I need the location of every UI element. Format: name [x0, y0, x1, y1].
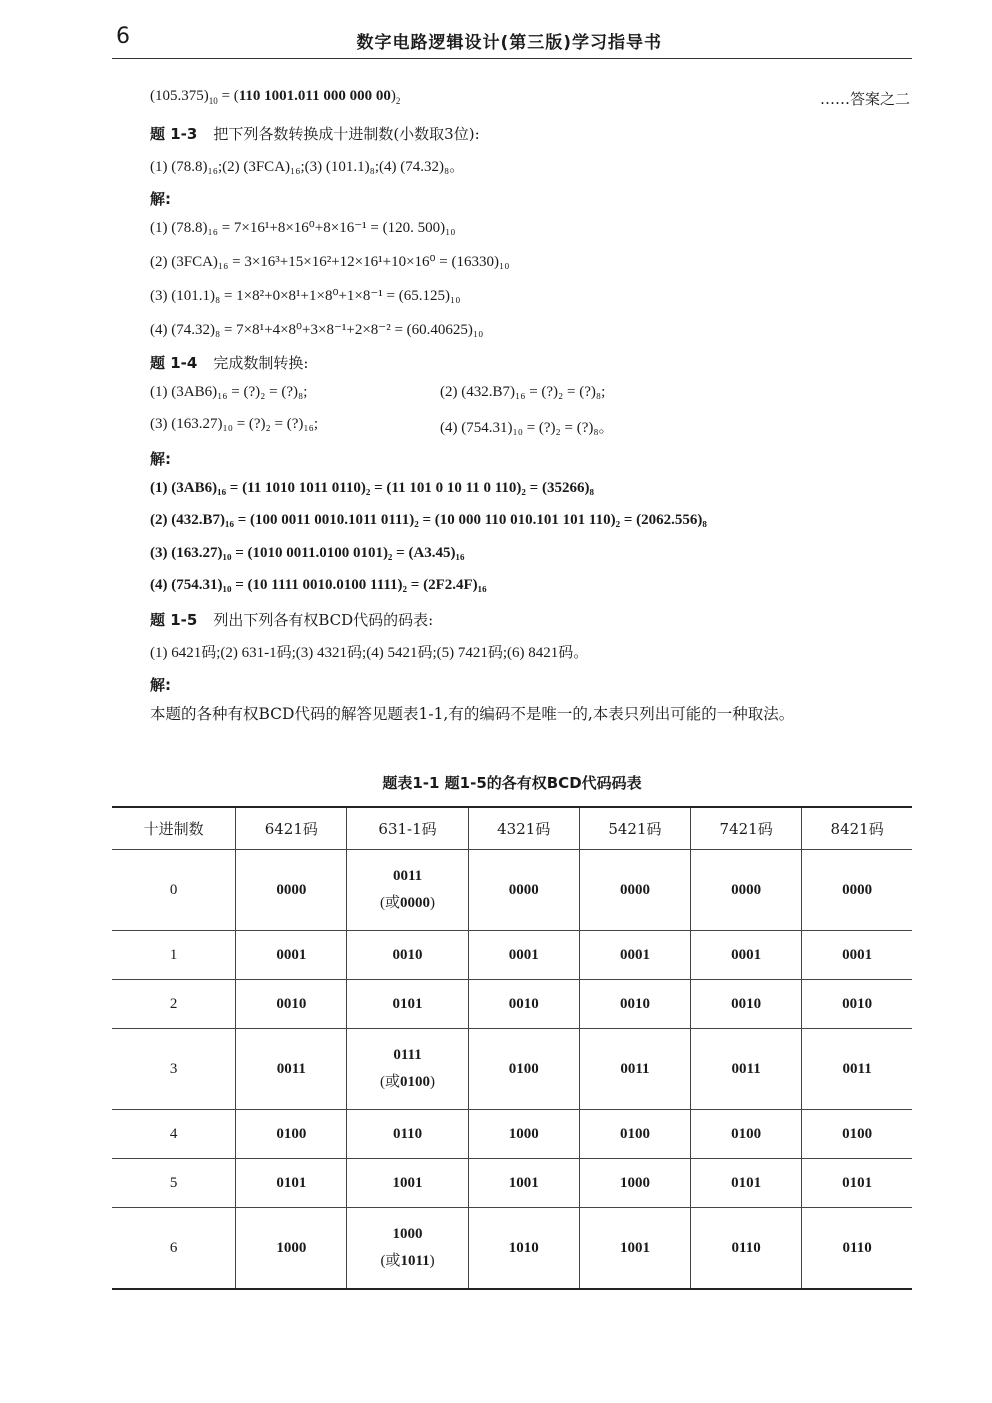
table-cell: 1001: [347, 1159, 468, 1208]
page-header: [112, 22, 912, 59]
table-row: [112, 1029, 912, 1110]
table-cell: 6: [112, 1208, 236, 1290]
table-header-row: [112, 807, 912, 850]
table-row: [112, 980, 912, 1029]
column-header: 631-1码: [347, 807, 468, 850]
problem-label: 题 1-3: [150, 125, 198, 143]
table-caption: 题表1-1 题1-5的各有权BCD代码码表: [382, 774, 642, 792]
solution-1-4-4: (4) (754.31)₁₀ = (10 1111 0010.0100 1111)₂ = (2F2.4F)₁₆: [150, 577, 487, 593]
table-cell: 0100: [579, 1110, 690, 1159]
table-cell: 0110: [691, 1208, 802, 1290]
table-cell: 0011 (或0000): [347, 850, 468, 931]
table-cell: 0010: [691, 980, 802, 1029]
table-cell: 1001: [579, 1208, 690, 1290]
table-cell: 1010: [468, 1208, 579, 1290]
table-cell: 0100: [236, 1110, 347, 1159]
table-cell: 1001: [468, 1159, 579, 1208]
table-cell: 1000: [468, 1110, 579, 1159]
table-cell: 0101: [691, 1159, 802, 1208]
table-cell: 0101: [802, 1159, 912, 1208]
table-cell: 0010: [236, 980, 347, 1029]
problem-1-4-q3: (3) (163.27)₁₀ = (?)₂ = (?)₁₆;: [150, 416, 319, 432]
problem-1-4-heading: 题 1-4 完成数制转换:: [150, 354, 309, 372]
problem-1-3-question: (1) (78.8)₁₆;(2) (3FCA)₁₆;(3) (101.1)₈;(4) (74.32)₈。: [150, 159, 465, 175]
solution-1-3-4: (4) (74.32)₈ = 7×8¹+4×8⁰+3×8⁻¹+2×8⁻² = (60.40625)₁₀: [150, 322, 484, 338]
table-cell: 0000: [691, 850, 802, 931]
table-cell: 1000: [236, 1208, 347, 1290]
table-cell: 0: [112, 850, 236, 931]
table-cell: 0110: [347, 1110, 468, 1159]
table-cell: 0010: [468, 980, 579, 1029]
table-cell: 0001: [691, 931, 802, 980]
table-cell: 5: [112, 1159, 236, 1208]
table-row: [112, 1110, 912, 1159]
table-cell: 0101: [236, 1159, 347, 1208]
bcd-code-table: [112, 806, 912, 1290]
solution-label: 解:: [150, 190, 171, 208]
table-cell: 0011: [802, 1029, 912, 1110]
solution-1-3-2: (2) (3FCA)₁₆ = 3×16³+15×16²+12×16¹+10×16⁰ = (16330)₁₀: [150, 254, 510, 270]
conversion-result-line: $(105.375)_{10} = (110$ 1001.011 000 000 $00)_2$: [150, 88, 401, 106]
answer-note: ……答案之二: [819, 90, 910, 108]
table-cell: 0111 (或0100): [347, 1029, 468, 1110]
problem-label: 题 1-5: [150, 611, 198, 629]
problem-1-4-q2: (2) (432.B7)₁₆ = (?)₂ = (?)₈;: [440, 384, 606, 400]
problem-label: 题 1-4: [150, 354, 198, 372]
table-cell: 1000: [579, 1159, 690, 1208]
table-cell: 0100: [468, 1029, 579, 1110]
table-cell: 2: [112, 980, 236, 1029]
table-cell: 0000: [236, 850, 347, 931]
solution-label: 解:: [150, 676, 171, 694]
solution-label: 解:: [150, 450, 171, 468]
table-cell: 0001: [802, 931, 912, 980]
solution-1-4-1: (1) (3AB6)₁₆ = (11 1010 1011 0110)₂ = (11 101 0 10 11 0 110)₂ = (35266)₈: [150, 480, 594, 496]
table-cell: 4: [112, 1110, 236, 1159]
table-row: [112, 1159, 912, 1208]
table-row: [112, 850, 912, 931]
table-cell: 0011: [236, 1029, 347, 1110]
table-cell: 0001: [236, 931, 347, 980]
solution-1-3-3: (3) (101.1)₈ = 1×8²+0×8¹+1×8⁰+1×8⁻¹ = (65.125)₁₀: [150, 288, 461, 304]
table-cell: 0000: [468, 850, 579, 931]
table-cell: 0000: [579, 850, 690, 931]
table-cell: 0010: [579, 980, 690, 1029]
table-cell: 0001: [579, 931, 690, 980]
table-cell: 0011: [691, 1029, 802, 1110]
table-row: [112, 1208, 912, 1290]
column-header: 7421码: [691, 807, 802, 850]
book-title: 数字电路逻辑设计(第三版)学习指导书: [356, 33, 662, 53]
table-cell: 0010: [802, 980, 912, 1029]
problem-1-5-question: (1) 6421码;(2) 631-1码;(3) 4321码;(4) 5421码;(5) 7421码;(6) 8421码。: [150, 645, 589, 661]
table-cell: 0100: [691, 1110, 802, 1159]
column-header: 5421码: [579, 807, 690, 850]
solution-1-3-1: (1) (78.8)₁₆ = 7×16¹+8×16⁰+8×16⁻¹ = (120. 500)₁₀: [150, 220, 456, 236]
column-header: 十进制数: [112, 807, 236, 850]
solution-1-4-3: (3) (163.27)₁₀ = (1010 0011.0100 0101)₂ = (A3.45)₁₆: [150, 545, 465, 561]
table-cell: 3: [112, 1029, 236, 1110]
table-cell: 0101: [347, 980, 468, 1029]
column-header: 6421码: [236, 807, 347, 850]
table-row: [112, 931, 912, 980]
table-cell: 1000 (或1011): [347, 1208, 468, 1290]
column-header: 4321码: [468, 807, 579, 850]
page-number: 6: [116, 24, 130, 49]
solution-1-5-paragraph: 本题的各种有权BCD代码的解答见题表1-1,有的编码不是唯一的,本表只列出可能的一种取法。: [150, 705, 795, 723]
problem-1-4-q1: (1) (3AB6)₁₆ = (?)₂ = (?)₈;: [150, 384, 308, 400]
problem-1-3-heading: 题 1-3 把下列各数转换成十进制数(小数取3位):: [150, 125, 480, 143]
table-cell: 0100: [802, 1110, 912, 1159]
problem-1-4-q4: (4) (754.31)₁₀ = (?)₂ = (?)₈。: [440, 420, 614, 436]
problem-1-5-heading: 题 1-5 列出下列各有权BCD代码的码表:: [150, 611, 434, 629]
table-cell: 0110: [802, 1208, 912, 1290]
column-header: 8421码: [802, 807, 912, 850]
table-cell: 0011: [579, 1029, 690, 1110]
table-cell: 0010: [347, 931, 468, 980]
table-cell: 1: [112, 931, 236, 980]
solution-1-4-2: (2) (432.B7)₁₆ = (100 0011 0010.1011 0111)₂ = (10 000 110 010.101 101 110)₂ = (2062.556)₈: [150, 512, 707, 528]
table-cell: 0000: [802, 850, 912, 931]
table-cell: 0001: [468, 931, 579, 980]
